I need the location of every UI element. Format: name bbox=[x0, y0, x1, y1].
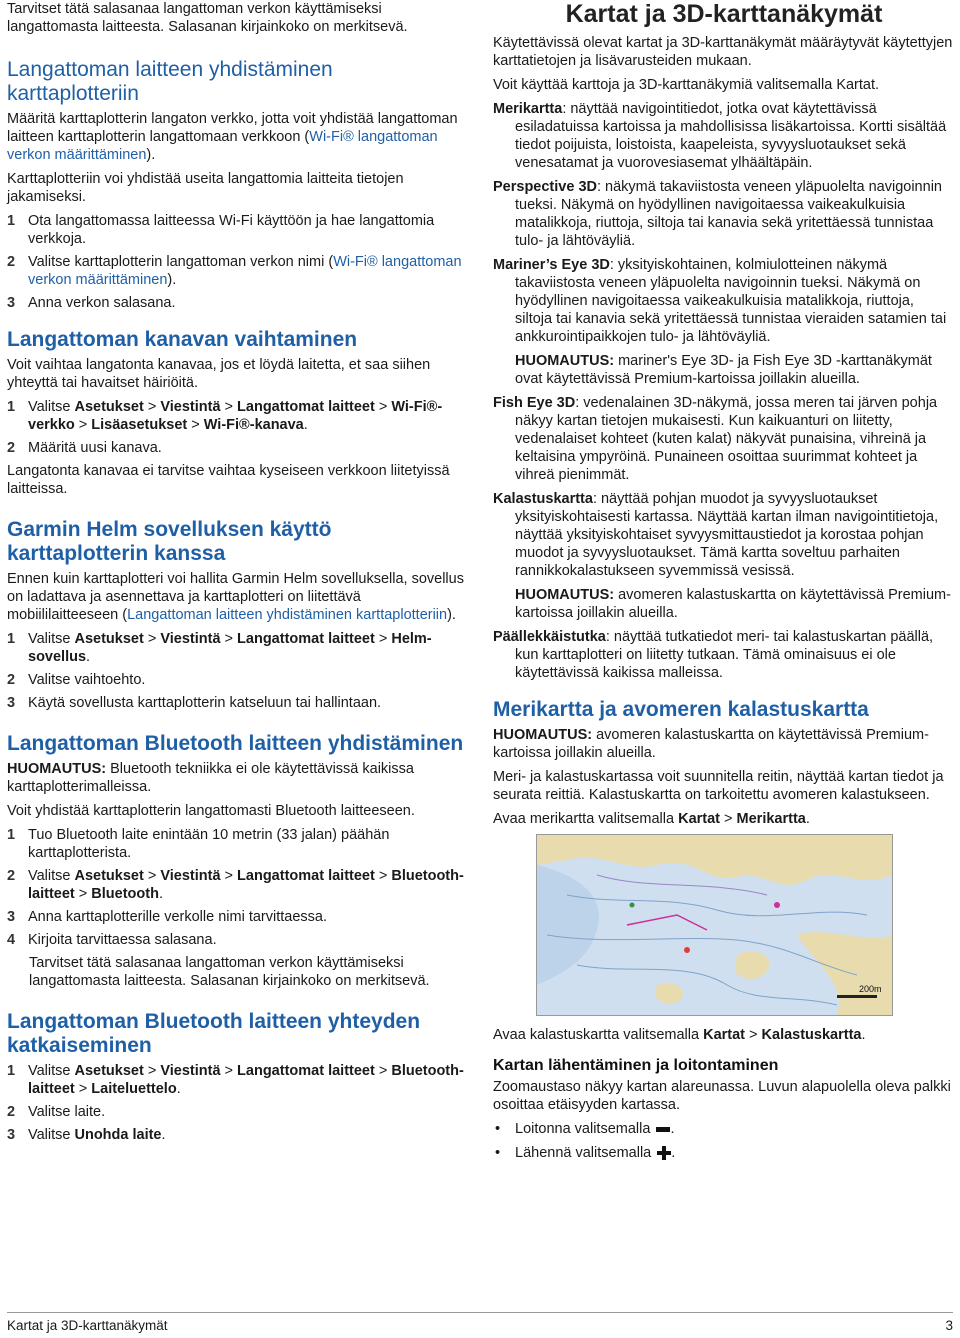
heading-bluetooth-disconnect: Langattoman Bluetooth laitteen yhteyden katkaiseminen bbox=[7, 1010, 421, 1057]
map-scale-label: 200m bbox=[859, 984, 882, 994]
step: 3 Käytä sovellusta karttaplotterin katseluun tai hallintaan. bbox=[7, 695, 382, 711]
page-footer bbox=[7, 1312, 953, 1335]
term-mariners-eye: Mariner’s Eye 3D: yksityiskohtainen, kolmiulotteinen näkymä takaviistosta veneen yläpuolelta navigoinnin tueksi. Näkymä on hyödyllinen navigoitaessa vaikeakulkuisia matalikkoja, riuttoja, siltoja tai kanavia sekä yritettäessä tunnistaa vieraiden satamien tai ankkurointipaikkojen tulo- ja lähtöväyliä. bbox=[493, 257, 947, 345]
para: Avaa merikartta valitsemalla Kartat > Merikartta. bbox=[493, 811, 810, 827]
minus-icon[interactable] bbox=[656, 1127, 670, 1132]
bullet-zoom-out: • Loitonna valitsemalla . bbox=[495, 1121, 675, 1137]
para: Avaa kalastuskartta valitsemalla Kartat > Kalastuskartta. bbox=[493, 1027, 866, 1043]
intro-text: Tarvitset tätä salasanaa langattoman verkon käyttämiseksi langattomasta laitteesta. Salasanan kirjainkoko on merkitsevä. bbox=[7, 1, 408, 35]
page-title: Kartat ja 3D-karttanäkymät bbox=[565, 0, 883, 28]
para: Tarvitset tätä salasanaa langattoman verkon käyttämiseksi langattomasta laitteesta. Salasanan kirjainkoko on merkitsevä. bbox=[29, 955, 430, 989]
step: 2 Valitse vaihtoehto. bbox=[7, 672, 146, 688]
term-kalastuskartta: Kalastuskartta: näyttää pohjan muodot ja syvyysluotaukset yksityiskohtaisesti kartassa. Näyttää kartan ilman navigointitietoja, näyttää yksityiskohtaiset syvyysmittaustiedot ja korostaa pohjan muodot ja syvyysluotaukset. Tämä kartta soveltuu parhaiten rannikkokalastukseen syvemmissä vesissä. bbox=[493, 491, 939, 579]
para: Määritä karttaplotterin langaton verkko, jotta voit yhdistää langattoman laitteen karttaplotterin langattomaan verkkoon (Wi-Fi® langattoman verkon määrittäminen). bbox=[7, 111, 458, 163]
term-merikartta: Merikartta: näyttää navigointitiedot, jotka ovat käytettävissä esiladatuissa kartoissa ja mahdollisissa lisäkartoissa. Kortti sisältää tiedot poijuista, loistoista, kaapeleista, syvyysluotaukset sekä venesatamat ja vuorovesiasemat ylhäältäpäin. bbox=[493, 101, 947, 171]
heading-bluetooth-connect: Langattoman Bluetooth laitteen yhdistäminen bbox=[7, 732, 464, 755]
left-column bbox=[7, 0, 469, 1149]
heading-channel: Langattoman kanavan vaihtaminen bbox=[7, 328, 358, 351]
link-wifi-setup[interactable]: Wi-Fi® langattoman verkon määrittäminen bbox=[28, 254, 462, 288]
step: 2 Määritä uusi kanava. bbox=[7, 440, 162, 456]
note: HUOMAUTUS: Bluetooth tekniikka ei ole käytettävissä kaikissa karttaplotterimalleissa. bbox=[7, 761, 414, 795]
step: 3 Anna verkon salasana. bbox=[7, 295, 176, 311]
term-paallekkaistutka: Päällekkäistutka: näyttää tutkatiedot meri- tai kalastuskartan päällä, kun karttaplotteri on liitetty tutkaan. Tämä ominaisuus ei ole käytettävissä kaikissa malleissa. bbox=[493, 629, 934, 681]
step: 2 Valitse Asetukset > Viestintä > Langattomat laitteet > Bluetooth-laitteet > Bluetooth. bbox=[7, 868, 464, 902]
para: Ennen kuin karttaplotteri voi hallita Garmin Helm sovelluksella, sovellus on ladattava ja asennettava ja karttaplotteri on liitettävä mobiililaitteeseen (Langattoman laitteen yhdistäminen karttaplotteriin). bbox=[7, 571, 464, 623]
heading-zoom: Kartan lähentäminen ja loitontaminen bbox=[493, 1057, 779, 1074]
para: Karttaplotteriin voi yhdistää useita langattomia laitteita tietojen jakamiseksi. bbox=[7, 171, 404, 205]
note: HUOMAUTUS: mariner's Eye 3D- ja Fish Eye 3D -karttanäkymät ovat käytettävissä Premium-kartoissa joillakin alueilla. bbox=[515, 353, 932, 387]
footer-section: Kartat ja 3D-karttanäkymät bbox=[7, 1318, 168, 1333]
link-wifi-setup[interactable]: Wi-Fi® langattoman verkon määrittäminen bbox=[7, 129, 438, 163]
para: Voit käyttää karttoja ja 3D-karttanäkymiä valitsemalla Kartat. bbox=[493, 77, 880, 93]
para: Langatonta kanavaa ei tarvitse vaihtaa kyseiseen verkkoon liitetyissä laitteissa. bbox=[7, 463, 450, 497]
term-fish-eye: Fish Eye 3D: vedenalainen 3D-näkymä, jossa meren tai järven pohja näkyy kartan tietojen mukaisesti. Kun kaikuanturi on liitetty, vedenalaiset kohteet (kuten kalat) näkyvät punaisina, vihreinä ja keltaisina ympyröinä. Punaineen osoittaa suurimmat kohteet ja vihreä pienimmät. bbox=[493, 395, 938, 483]
heading-merikartta: Merikartta ja avomeren kalastuskartta bbox=[493, 698, 869, 721]
link-connect-device[interactable]: Langattoman laitteen yhdistäminen karttaplotteriin bbox=[127, 607, 448, 623]
step: 2 Valitse karttaplotterin langattoman verkon nimi (Wi-Fi® langattoman verkon määrittäminen). bbox=[7, 254, 462, 288]
step: 3 Valitse Unohda laite. bbox=[7, 1127, 166, 1143]
heading-wireless-connect: Langattoman laitteen yhdistäminen karttaplotteriin bbox=[7, 58, 333, 105]
note: HUOMAUTUS: avomeren kalastuskartta on käytettävissä Premium-kartoissa joillakin alueilla. bbox=[493, 727, 929, 761]
step: 1 Valitse Asetukset > Viestintä > Langattomat laitteet > Helm-sovellus. bbox=[7, 631, 432, 665]
bullet-zoom-in: • Lähennä valitsemalla . bbox=[495, 1145, 676, 1161]
map-graphic bbox=[537, 835, 892, 1015]
step: 1 Valitse Asetukset > Viestintä > Langattomat laitteet > Bluetooth-laitteet > Laiteluettelo. bbox=[7, 1063, 464, 1097]
para: Meri- ja kalastuskartassa voit suunnitella reitin, näyttää kartan tiedot ja seurata reittiä. Kalastuskartta on tarkoitettu avomeren kalastukseen. bbox=[493, 769, 944, 803]
term-perspective-3d: Perspective 3D: näkymä takaviistosta veneen yläpuolelta navigoinnin tueksi. Näkymä on hyödyllinen navigoitaessa vaikeakulkuisia matalikkoja, riuttoja, siltoja tai kanavia sekä yritettäessä tunnistaa tulo- ja lähtöväyliä. bbox=[493, 179, 942, 249]
plus-icon[interactable] bbox=[657, 1146, 671, 1160]
step: 1 Valitse Asetukset > Viestintä > Langattomat laitteet > Wi-Fi®-verkko > Lisäasetukset > Wi-Fi®-kanava. bbox=[7, 399, 443, 433]
para: Voit vaihtaa langatonta kanavaa, jos et löydä laitetta, et saa siihen yhteyttä tai havaitset häiriöitä. bbox=[7, 357, 431, 391]
step: 4 Kirjoita tarvittaessa salasana. bbox=[7, 932, 217, 948]
para: Voit yhdistää karttaplotterin langattomasti Bluetooth laitteeseen. bbox=[7, 803, 415, 819]
chart-map-image bbox=[536, 834, 893, 1016]
step: 3 Anna karttaplotterille verkolle nimi tarvittaessa. bbox=[7, 909, 327, 925]
note: HUOMAUTUS: avomeren kalastuskartta on käytettävissä Premium-kartoissa joillakin alueilla. bbox=[515, 587, 951, 621]
right-column bbox=[493, 0, 955, 1168]
step: 1 Tuo Bluetooth laite enintään 10 metrin (33 jalan) päähän karttaplotterista. bbox=[7, 827, 390, 861]
step: 1 Ota langattomassa laitteessa Wi-Fi käyttöön ja hae langattomia verkkoja. bbox=[7, 213, 435, 247]
para: Zoomaustaso näkyy kartan alareunassa. Luvun alapuolella oleva palkki osoittaa etäisyyden kartassa. bbox=[493, 1079, 951, 1113]
para: Käytettävissä olevat kartat ja 3D-karttanäkymät määräytyvät käytettyjen karttatietojen ja lisävarusteiden mukaan. bbox=[493, 35, 953, 69]
page-number: 3 bbox=[945, 1318, 953, 1333]
heading-helm: Garmin Helm sovelluksen käyttö karttaplotterin kanssa bbox=[7, 518, 332, 565]
step: 2 Valitse laite. bbox=[7, 1104, 106, 1120]
